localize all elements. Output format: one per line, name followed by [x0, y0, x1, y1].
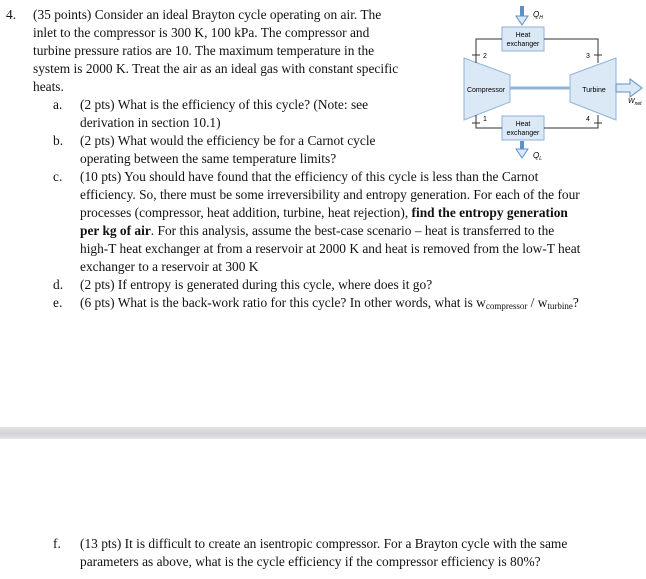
bottom-hx-label-1: Heat	[515, 121, 531, 128]
part-c-line-4	[80, 222, 554, 240]
part-b-line-2: operating between the same temperature limits?	[80, 151, 337, 166]
part-c-line-3-text: processes (compressor, heat addition, turbine, heat rejection),	[80, 205, 412, 220]
heat-out-label: $Q_L$	[533, 151, 543, 162]
heat-in-arrow	[516, 6, 528, 25]
part-e-text: (6 pts) What is the back-work ratio for this cycle? In other words, what is w	[80, 295, 486, 310]
part-d-line: (2 pts) If entropy is generated during this cycle, where does it go?	[80, 277, 433, 292]
page-divider	[0, 427, 646, 439]
part-c-line-2: efficiency. So, there must be some irreversibility and entropy generation. For each of the four	[80, 187, 580, 202]
brayton-cycle-diagram	[458, 0, 646, 168]
state-2-label: 2	[483, 53, 487, 60]
state-3-label: 3	[586, 53, 590, 60]
heat-in-label: $Q_H$	[533, 10, 543, 21]
top-hx-label-1: Heat	[515, 32, 531, 39]
bottom-hx-label-2: exchanger	[506, 130, 540, 137]
part-f-line-2: parameters as above, what is the cycle efficiency if the compressor efficiency is 80%?	[80, 554, 541, 569]
state-1-label: 1	[483, 116, 487, 123]
part-c-bold-1: find the entropy generation	[411, 205, 568, 220]
part-e-sub-turbine: turbine	[547, 301, 573, 311]
work-out-label: $W_{net}$	[628, 98, 642, 107]
part-c-bold-2: per kg of air	[80, 223, 151, 238]
part-a-letter: a.	[53, 97, 63, 112]
part-e-letter: e.	[53, 295, 63, 310]
part-c-line-1: (10 pts) You should have found that the efficiency of this cycle is less than the Carnot	[80, 169, 539, 184]
intro-line-1: (35 points) Consider an ideal Brayton cycle operating on air. The	[33, 7, 382, 22]
part-d-letter: d.	[53, 277, 64, 292]
heat-out-arrow	[516, 141, 528, 158]
part-b-line-1: (2 pts) What would the efficiency be for a Carnot cycle	[80, 133, 376, 148]
turbine-label: Turbine	[582, 87, 606, 94]
part-f-letter: f.	[53, 536, 61, 551]
intro-line-2: inlet to the compressor is 300 K, 100 kPa. The compressor and	[33, 25, 370, 40]
part-c-letter: c.	[53, 169, 63, 184]
part-b-letter: b.	[53, 133, 64, 148]
part-e-line	[80, 294, 579, 315]
part-c-line-3	[80, 204, 568, 222]
intro-line-4: system is 2000 K. Treat the air as an ideal gas with constant specific	[33, 61, 399, 76]
intro-line-5: heats.	[33, 79, 64, 94]
part-e-end: ?	[572, 295, 579, 310]
state-4-label: 4	[586, 116, 590, 123]
compressor-label: Compressor	[466, 87, 506, 94]
part-c-line-6: exchanger to a reservoir at 300 K	[80, 259, 259, 274]
part-e-slash: / w	[527, 295, 548, 310]
part-e-sub-compressor: compressor	[485, 301, 528, 311]
work-out-arrow	[616, 79, 642, 97]
part-c-line-4-text: . For this analysis, assume the best-case scenario – heat is transferred to the	[150, 223, 555, 238]
part-a-line-1: (2 pts) What is the efficiency of this cycle? (Note: see	[80, 97, 369, 112]
intro-line-3: turbine pressure ratios are 10. The maximum temperature in the	[33, 43, 375, 58]
part-f-line-1: (13 pts) It is difficult to create an isentropic compressor. For a Brayton cycle with the same	[80, 536, 568, 551]
problem-number: 4.	[6, 7, 17, 22]
top-hx-label-2: exchanger	[506, 41, 540, 48]
part-a-line-2: derivation in section 10.1)	[80, 115, 221, 130]
part-c-line-5: high-T heat exchanger at from a reservoir at 2000 K and heat is removed from the low-T heat	[80, 241, 581, 256]
